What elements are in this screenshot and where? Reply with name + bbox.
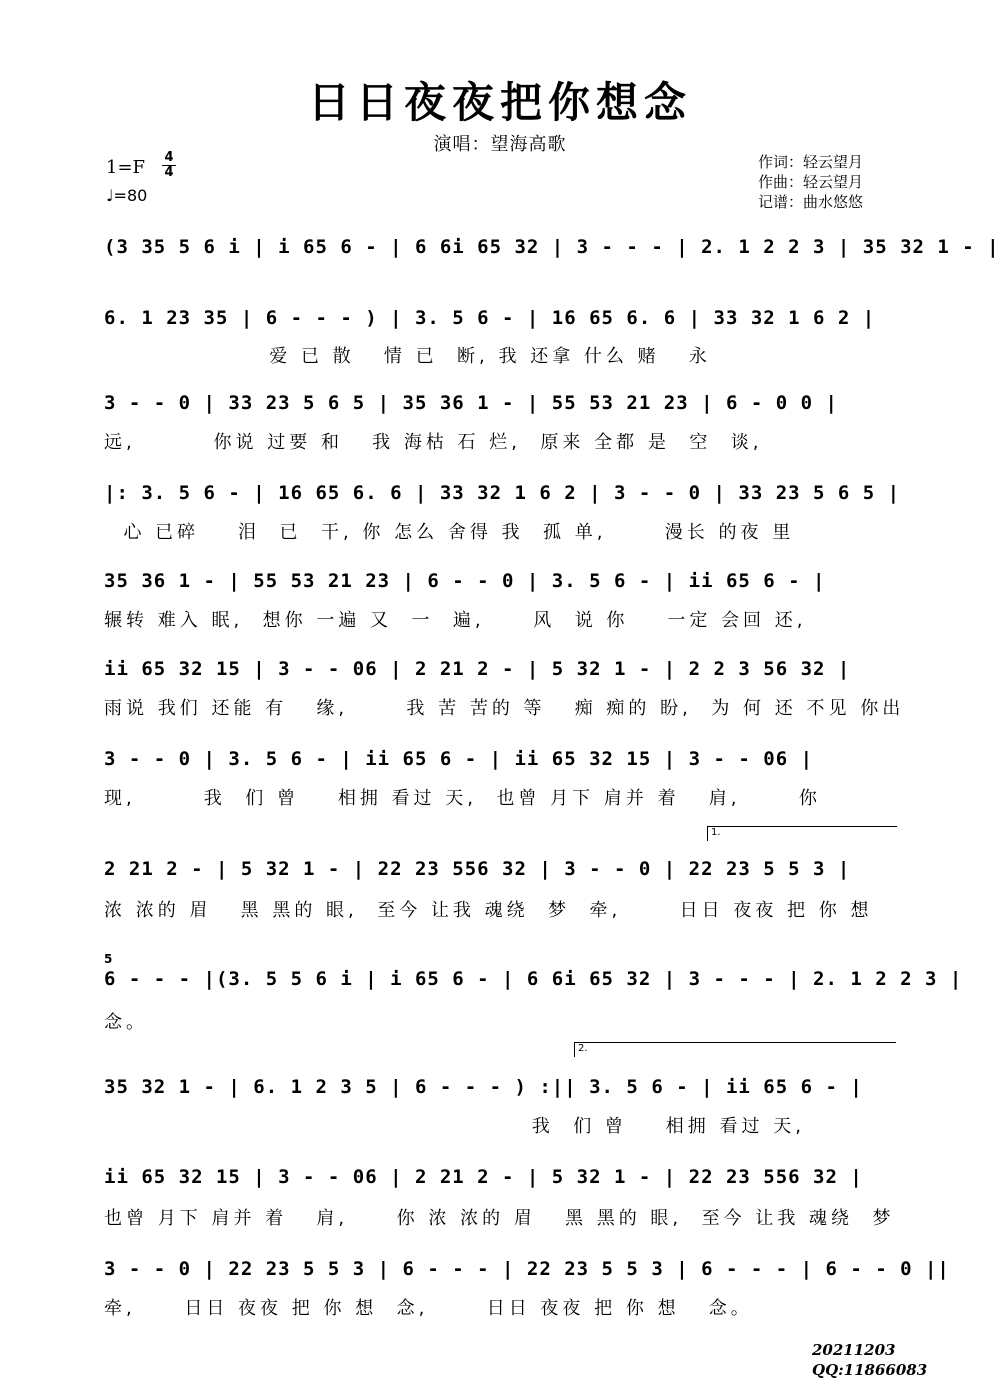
- staff-row-8-lyrics: 浓 浓的 眉 黑 黑的 眼, 至今 让我 魂绕 梦 牵, 日日 夜夜 把 你 想: [104, 900, 873, 921]
- footer-date: 20211203: [812, 1341, 896, 1359]
- staff-row-1-notes: (3 35 5 6 i | i 65 6 - | 6 6i 65 32 | 3 - - - | 2. 1 2 2 3 | 35 32 1 - |: [104, 236, 1000, 258]
- staff-row-6-lyrics: 雨说 我们 还能 有 缘, 我 苦 苦的 等 痴 痴的 盼, 为 何 还 不见 你出: [104, 698, 905, 719]
- lyricist-credit: 作词：轻云望月: [758, 153, 864, 171]
- staff-row-7-notes: 3 - - 0 | 3. 5 6 - | ii 65 6 - | ii 65 32 15 | 3 - - 06 |: [104, 748, 814, 770]
- grace-note: 5: [104, 952, 113, 966]
- key-signature: 1=F: [106, 157, 146, 178]
- staff-row-4-notes: |: 3. 5 6 - | 16 65 6. 6 | 33 32 1 6 2 | 3 - - 0 | 33 23 5 6 5 |: [104, 482, 901, 504]
- staff-row-4-lyrics: 心 已碎 泪 已 干, 你 怎么 舍得 我 孤 单, 漫长 的夜 里: [104, 522, 795, 543]
- staff-row-7-lyrics: 现, 我 们 曾 相拥 看过 天, 也曾 月下 肩并 着 肩, 你: [104, 788, 821, 809]
- staff-row-12-notes: 3 - - 0 | 22 23 5 5 3 | 6 - - - | 22 23 5 5 3 | 6 - - - | 6 - - 0 ||: [104, 1258, 950, 1280]
- footer-qq: QQ:11866083: [812, 1361, 928, 1379]
- staff-row-2-notes: 6. 1 23 35 | 6 - - - ) | 3. 5 6 - | 16 65 6. 6 | 33 32 1 6 2 |: [104, 307, 876, 329]
- staff-row-2-lyrics: 爱 已 散 情 已 断, 我 还拿 什么 赌 永: [104, 346, 711, 367]
- staff-row-3-notes: 3 - - 0 | 33 23 5 6 5 | 35 36 1 - | 55 53 21 23 | 6 - 0 0 |: [104, 392, 838, 414]
- tempo-mark: ♩=80: [106, 186, 148, 205]
- staff-row-5-notes: 35 36 1 - | 55 53 21 23 | 6 - - 0 | 3. 5 6 - | ii 65 6 - |: [104, 570, 826, 592]
- volta-2-bracket: 2.: [574, 1042, 896, 1057]
- footer: [812, 1340, 927, 1380]
- staff-row-3-lyrics: 远, 你说 过要 和 我 海枯 石 烂, 原来 全都 是 空 谈,: [104, 432, 763, 453]
- staff-row-12-lyrics: 牵, 日日 夜夜 把 你 想 念, 日日 夜夜 把 你 想 念。: [104, 1298, 753, 1319]
- time-signature: [162, 151, 176, 180]
- staff-row-11-notes: ii 65 32 15 | 3 - - 06 | 2 21 2 - | 5 32 1 - | 22 23 556 32 |: [104, 1166, 863, 1188]
- staff-row-11-lyrics: 也曾 月下 肩并 着 肩, 你 浓 浓的 眉 黑 黑的 眼, 至今 让我 魂绕 梦: [104, 1208, 895, 1229]
- staff-row-10-lyrics: 我 们 曾 相拥 看过 天,: [104, 1116, 805, 1137]
- time-sig-bottom: 4: [164, 165, 174, 180]
- song-title: 日日夜夜把你想念: [307, 78, 692, 127]
- composer-credit: 作曲：轻云望月: [758, 173, 864, 191]
- staff-row-9-notes: 6 - - - |(3. 5 5 6 i | i 65 6 - | 6 6i 65 32 | 3 - - - | 2. 1 2 2 3 |: [104, 968, 963, 990]
- transcriber-credit: 记谱：曲水悠悠: [758, 193, 864, 211]
- volta-1-bracket: 1.: [707, 826, 897, 841]
- staff-row-9-lyrics: 念。: [104, 1012, 148, 1033]
- staff-row-8-notes: 2 21 2 - | 5 32 1 - | 22 23 556 32 | 3 - - 0 | 22 23 5 5 3 |: [104, 858, 851, 880]
- staff-row-5-lyrics: 辗转 难入 眠, 想你 一遍 又 一 遍, 风 说 你 一定 会回 还,: [104, 610, 807, 631]
- staff-row-10-notes: 35 32 1 - | 6. 1 2 3 5 | 6 - - - ) :|| 3. 5 6 - | ii 65 6 - |: [104, 1076, 863, 1098]
- singer-line: 演唱：望海高歌: [433, 134, 567, 155]
- staff-row-6-notes: ii 65 32 15 | 3 - - 06 | 2 21 2 - | 5 32 1 - | 2 2 3 56 32 |: [104, 658, 851, 680]
- credits: [758, 152, 863, 212]
- time-sig-top: 4: [164, 150, 174, 165]
